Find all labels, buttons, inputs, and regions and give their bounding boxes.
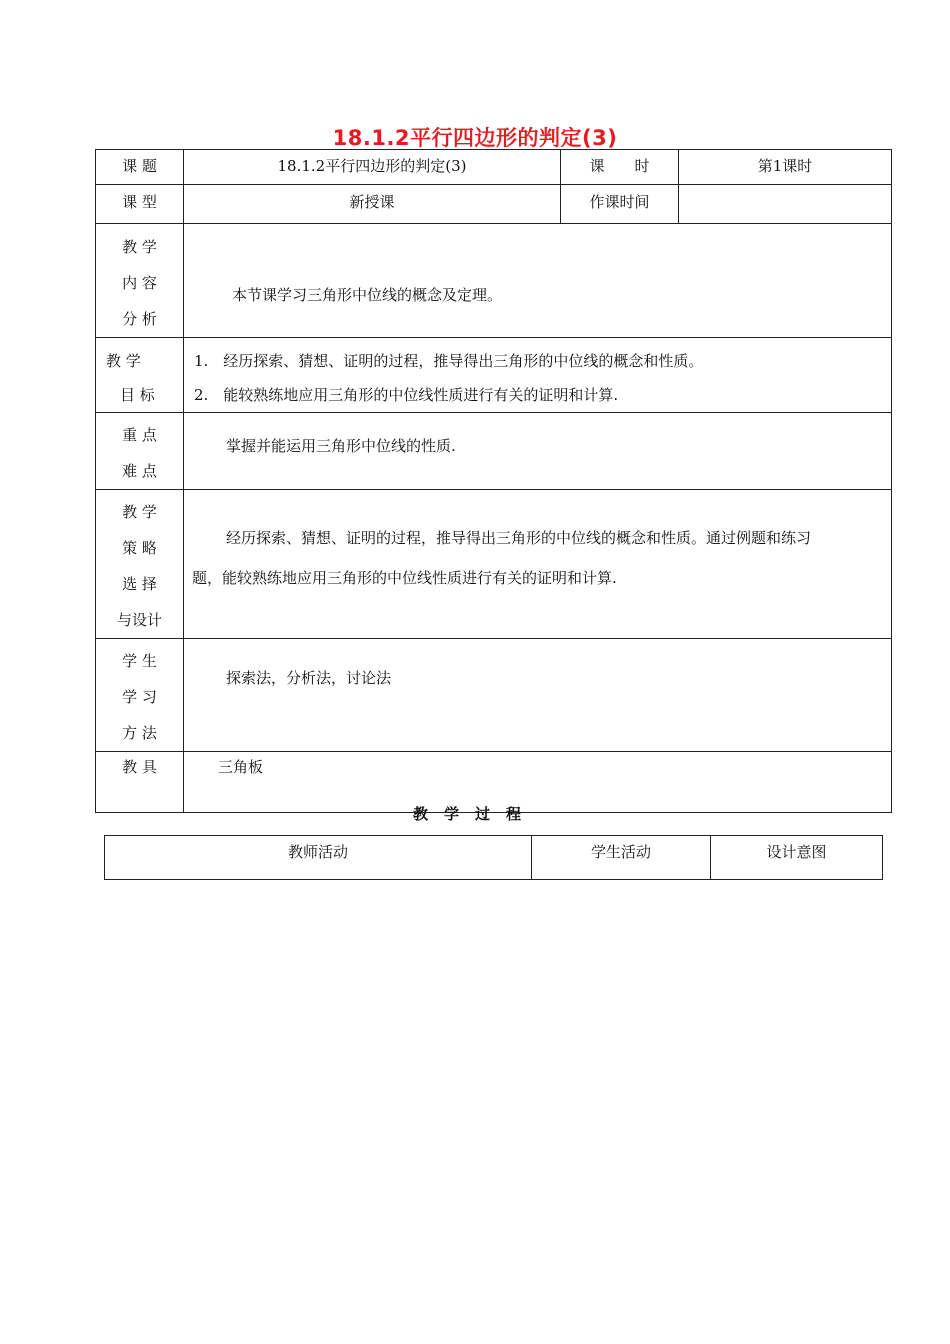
tools-text: 三角板 [184,752,892,813]
design-intent-header: 设计意图 [711,836,883,880]
student-activity-header: 学生活动 [532,836,711,880]
lesson-info-table [95,149,892,813]
content-analysis-label: 教 学 内 容 分 析 [96,224,184,338]
key-points-text: 掌握并能运用三角形中位线的性质. [184,413,892,490]
teaching-process-table [104,835,883,880]
period-value: 第1课时 [679,150,892,185]
type-label: 课 型 [96,185,184,224]
strategy-row [96,490,892,639]
homework-time-label: 作课时间 [561,185,679,224]
study-method-text: 探索法，分析法，讨论法 [184,639,892,752]
type-row [96,185,892,224]
period-label: 课 时 [561,150,679,185]
page-title: 18.1.2平行四边形的判定(3) [332,126,618,150]
study-method-label: 学 生 学 习 方 法 [96,639,184,752]
teacher-activity-header: 教师活动 [105,836,532,880]
type-value: 新授课 [184,185,561,224]
goals-row [96,338,892,413]
tools-label: 教 具 [96,752,184,813]
strategy-label: 教 学 策 略 选 择 与设计 [96,490,184,639]
process-header-row [105,836,883,880]
topic-value: 18.1.2平行四边形的判定(3) [184,150,561,185]
homework-time-value [679,185,892,224]
key-points-row [96,413,892,490]
topic-row [96,150,892,185]
key-points-label: 重 点 难 点 [96,413,184,490]
goal-item: 1. 经历探索、猜想、证明的过程，推导得出三角形的中位线的概念和性质。 [194,352,704,370]
content-analysis-row [96,224,892,338]
study-method-row [96,639,892,752]
goals-list [184,338,892,413]
content-analysis-text: 本节课学习三角形中位线的概念及定理。 [184,224,892,338]
goals-label: 教 学 目 标 [96,338,184,413]
strategy-text: 经历探索、猜想、证明的过程，推导得出三角形的中位线的概念和性质。通过例题和练习 题，能较熟练地应用三角形的中位线性质进行有关的证明和计算. [184,490,892,639]
topic-label: 课 题 [96,150,184,185]
goal-item: 2. 能较熟练地应用三角形的中位线性质进行有关的证明和计算. [194,386,619,404]
teaching-process-heading: 教学过程 [412,805,537,823]
